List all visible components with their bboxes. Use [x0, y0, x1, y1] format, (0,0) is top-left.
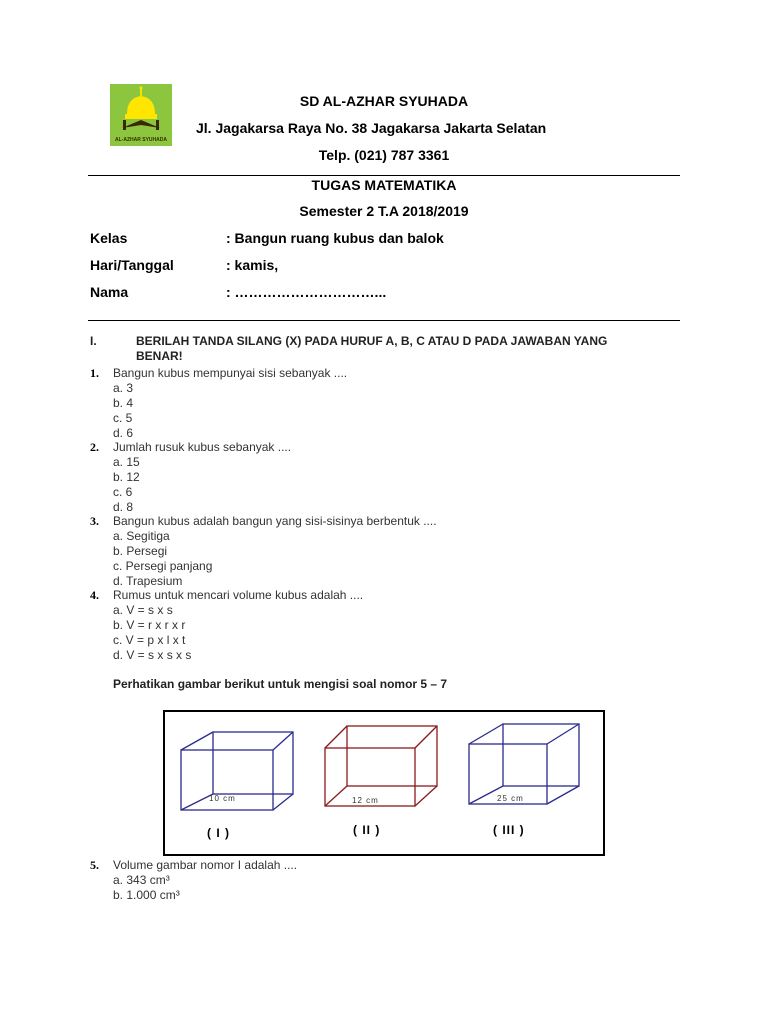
info-divider: [88, 320, 680, 321]
info-hari: [90, 257, 278, 273]
cube-2: [325, 726, 437, 806]
question-text: Bangun kubus mempunyai sisi sebanyak ....: [113, 366, 348, 380]
cube-1: [181, 732, 293, 810]
figure-note: Perhatikan gambar berikut untuk mengisi soal nomor 5 – 7: [113, 677, 448, 691]
info-kelas: [90, 230, 444, 246]
question-number: 5.: [90, 858, 99, 872]
info-nama: [90, 284, 386, 300]
cubes-figure: [163, 710, 605, 856]
nama-label: Nama: [90, 284, 129, 300]
kelas-label: Kelas: [90, 230, 128, 246]
option-b[interactable]: b. Persegi: [113, 544, 168, 558]
instruction-text: BERILAH TANDA SILANG (X) PADA HURUF A, B, C ATAU D PADA JAWABAN YANG BENAR!: [136, 334, 608, 363]
question-text: Volume gambar nomor I adalah ....: [113, 858, 298, 872]
question-text: Jumlah rusuk kubus sebanyak ....: [113, 440, 292, 454]
logo-caption: AL-AZHAR SYUHADA: [115, 137, 167, 143]
question-text: Rumus untuk mencari volume kubus adalah ....: [113, 588, 364, 602]
option-b[interactable]: b. 1.000 cm³: [113, 888, 180, 902]
option-c[interactable]: c. V = p x l x t: [113, 633, 186, 647]
option-c[interactable]: c. 6: [113, 485, 133, 499]
school-name: SD AL-AZHAR SYUHADA: [299, 93, 469, 109]
option-d[interactable]: d. Trapesium: [113, 574, 183, 588]
option-a[interactable]: a. 3: [113, 381, 134, 395]
nama-value: : …………………………...: [226, 284, 387, 300]
school-address: Jl. Jagakarsa Raya No. 38 Jagakarsa Jakarta Selatan: [196, 120, 547, 136]
question-number: 4.: [90, 588, 99, 602]
option-b[interactable]: b. 4: [113, 396, 134, 410]
cube-2-size: 12 cm: [352, 796, 379, 805]
question-number: 1.: [90, 366, 99, 380]
option-b[interactable]: b. 12: [113, 470, 140, 484]
option-a[interactable]: a. 343 cm³: [113, 873, 170, 887]
cube-1-size: 10 cm: [209, 794, 236, 803]
school-phone: Telp. (021) 787 3361: [318, 147, 450, 163]
option-a[interactable]: a. 15: [113, 455, 140, 469]
cube-3-size: 25 cm: [497, 794, 524, 803]
task-title: TUGAS MATEMATIKA: [311, 177, 457, 193]
option-d[interactable]: d. V = s x s x s: [113, 648, 192, 662]
semester-title: Semester 2 T.A 2018/2019: [299, 203, 469, 219]
option-c[interactable]: c. Persegi panjang: [113, 559, 213, 573]
hari-label: Hari/Tanggal: [90, 257, 174, 273]
cube-3: [469, 724, 579, 804]
cube-3-label: ( III ): [493, 823, 525, 837]
cube-1-label: ( I ): [207, 826, 230, 840]
cube-2-label: ( II ): [353, 823, 381, 837]
instruction-number: I.: [90, 334, 97, 348]
option-a[interactable]: a. Segitiga: [113, 529, 170, 543]
kelas-value: : Bangun ruang kubus dan balok: [226, 230, 444, 246]
question-number: 3.: [90, 514, 99, 528]
header-divider: [88, 175, 680, 176]
option-d[interactable]: d. 8: [113, 500, 134, 514]
hari-value: : kamis,: [226, 257, 279, 273]
question-text: Bangun kubus adalah bangun yang sisi-sisinya berbentuk ....: [113, 514, 437, 528]
option-d[interactable]: d. 6: [113, 426, 134, 440]
option-c[interactable]: c. 5: [113, 411, 133, 425]
option-a[interactable]: a. V = s x s: [113, 603, 173, 617]
cubes-drawing: [165, 712, 603, 854]
question-number: 2.: [90, 440, 99, 454]
option-b[interactable]: b. V = r x r x r: [113, 618, 186, 632]
